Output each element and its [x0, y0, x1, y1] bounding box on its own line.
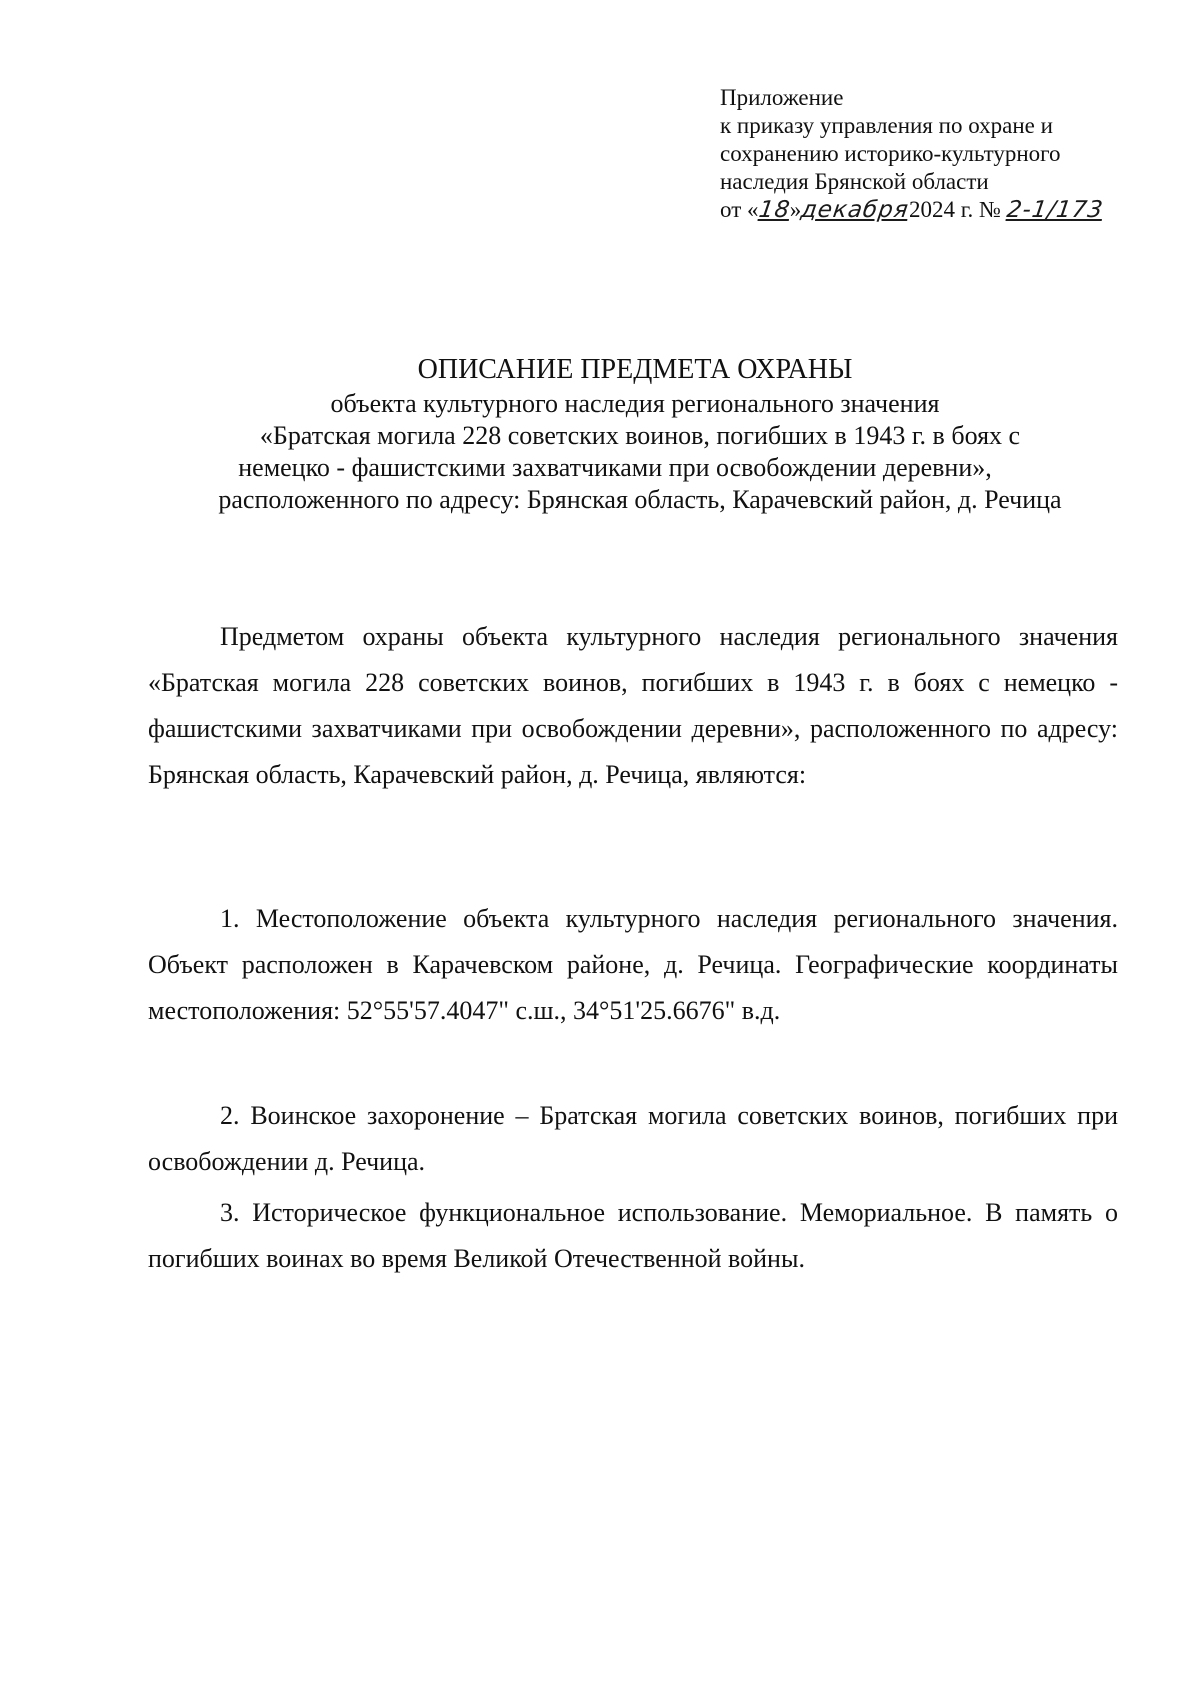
appendix-header	[720, 84, 1160, 224]
title-subline: объекта культурного наследия регионального значения	[330, 389, 940, 418]
appendix-date-line	[720, 196, 1160, 224]
title-subline: «Братская могила 228 советских воинов, погибших в 1943 г. в боях с	[259, 421, 1021, 450]
title-subline: немецко - фашистскими захватчиками при освобождении деревни»,	[238, 453, 992, 482]
date-mid: »	[789, 197, 802, 222]
date-year: 2024 г. №	[908, 197, 1001, 222]
title-subline: расположенного по адресу: Брянская область, Карачевский район, д. Речица	[218, 485, 1062, 514]
appendix-title: Приложение	[720, 85, 844, 110]
appendix-line: к приказу управления по охране и	[720, 113, 1053, 138]
handwritten-day: 18	[756, 197, 792, 223]
document-title-block	[100, 352, 1100, 516]
date-prefix: от «	[720, 197, 759, 222]
appendix-line: наследия Брянской области	[720, 169, 989, 194]
appendix-line: сохранению историко-культурного	[720, 141, 1061, 166]
list-item-burial: 2. Воинское захоронение – Братская могила советских воинов, погибших при освобождении д. Речица.	[148, 1101, 1118, 1176]
document-title: ОПИСАНИЕ ПРЕДМЕТА ОХРАНЫ	[417, 354, 853, 385]
handwritten-doc-number: 2-1/173	[1004, 197, 1105, 223]
handwritten-month: декабря	[799, 197, 911, 223]
list-item-location: 1. Местоположение объекта культурного наследия регионального значения. Объект расположен в Карачевском районе, д. Речица. Географические координаты местоположения: 52°55'57.4047" с.ш., 34°51'25.6676" в.д.	[148, 904, 1118, 1025]
intro-paragraph: Предметом охраны объекта культурного наследия регионального значения «Братская могила 228 советских воинов, погибших в 1943 г. в боях с немецко - фашистскими захватчиками при освобождении деревни», расположенного по адресу: Брянская область, Карачевский район, д. Речица, являются:	[148, 622, 1118, 789]
list-item-historical-use: 3. Историческое функциональное использование. Мемориальное. В память о погибших воинах во время Великой Отечественной войны.	[148, 1198, 1118, 1273]
